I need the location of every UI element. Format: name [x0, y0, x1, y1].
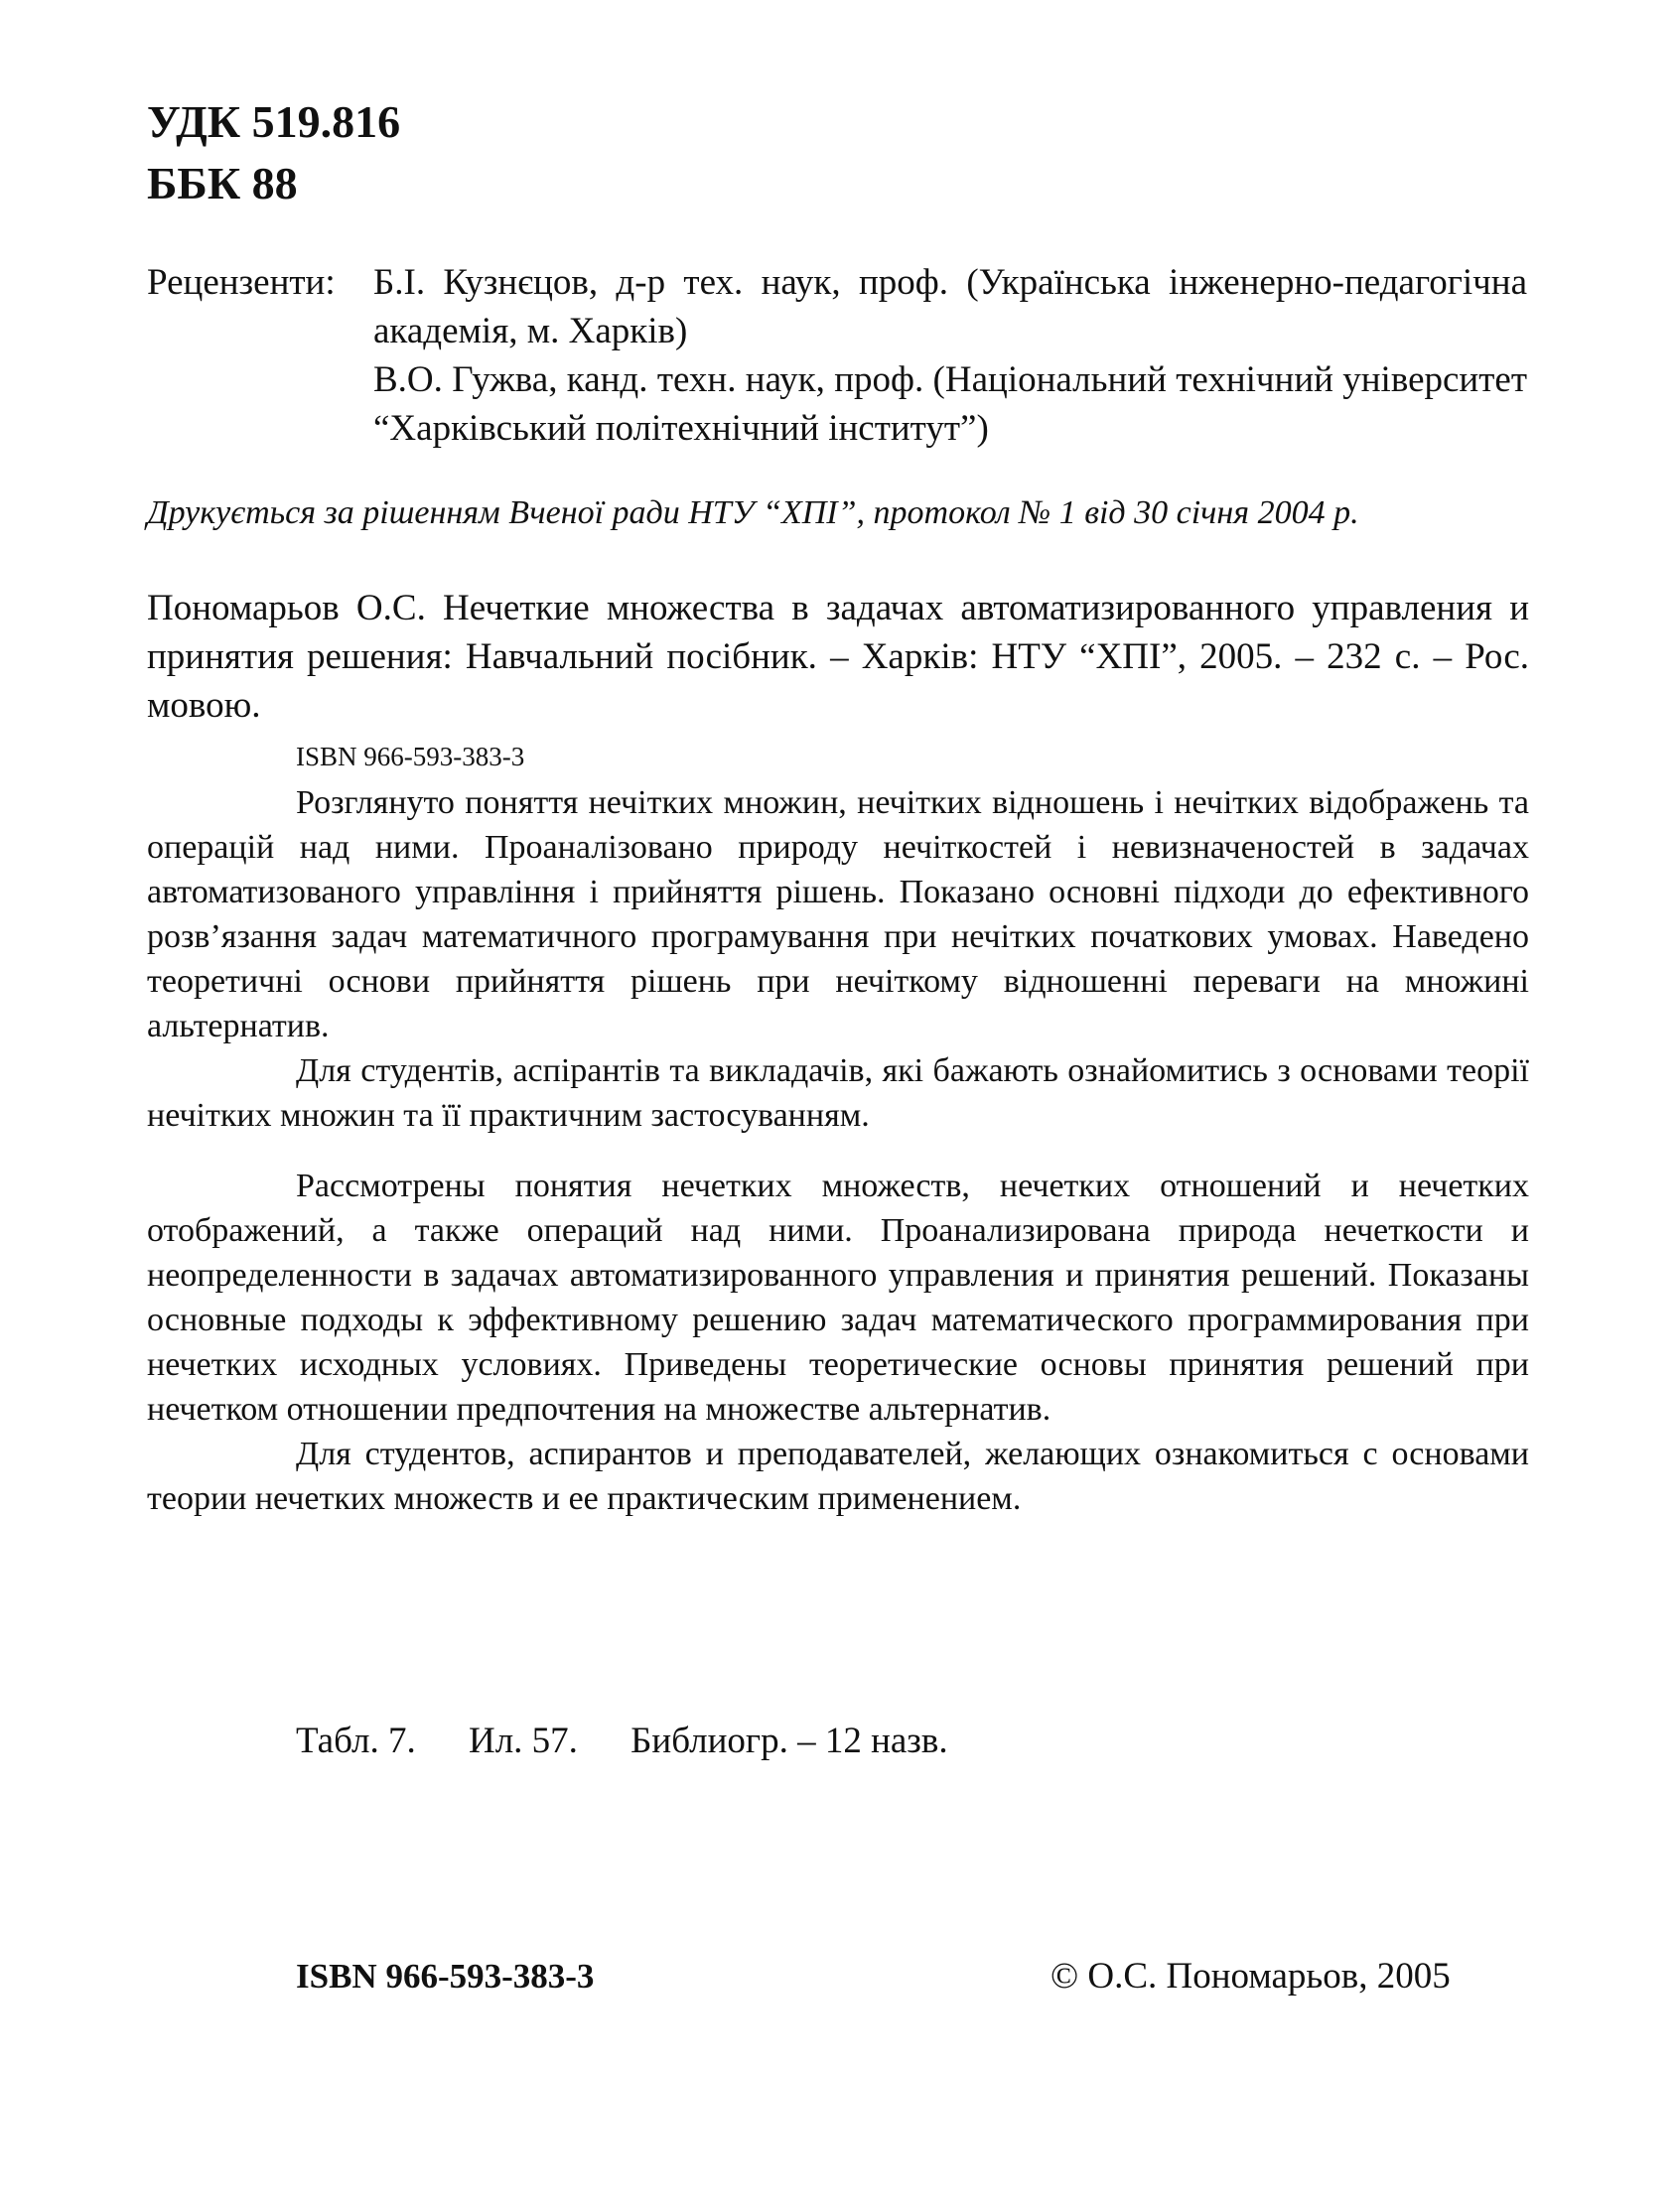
abstract-paragraph: Розглянуто поняття нечітких множин, нечітких відношень і нечітких відображень та операцій над ними. Проаналізовано природу нечіткостей і невизначеностей в задачах автоматизованого управління і прийняття рішень. Показано основні підходи до ефективного розв’язання задач математичного програмування при нечітких початкових умовах. Наведено теоретичні основи прийняття рішень при нечіткому відношенні переваги на множині альтернатив. — [147, 784, 1529, 1044]
publication-approval: Друкується за рішенням Вченої ради НТУ “ХПІ”, протокол № 1 від 30 січня 2004 р. — [147, 494, 1359, 531]
isbn-footer: ISBN 966-593-383-3 — [296, 1957, 595, 1996]
tables-count: Табл. 7. — [296, 1721, 416, 1761]
isbn-line: ISBN 966-593-383-3 — [296, 742, 525, 771]
audience-paragraph: Для студентів, аспірантів та викладачів, які бажають ознайомитись з основами теорії нечітких множин та її практичним застосуванням. — [147, 1052, 1529, 1134]
classification-block — [147, 91, 400, 214]
reviewer-entry: Б.І. Кузнєцов, д-р тех. наук, проф. (Українська інженерно-педагогічна академія, м. Харків) — [373, 262, 1527, 351]
reviewers-label: Рецензенти: — [147, 262, 336, 303]
bibliography-count: Библиогр. – 12 назв. — [630, 1721, 948, 1761]
reviewers-block — [147, 258, 1527, 453]
copyright-notice: © О.С. Пономарьов, 2005 — [1050, 1956, 1451, 1997]
illustrations-count: Ил. 57. — [468, 1721, 578, 1761]
abstract-paragraph: Рассмотрены понятия нечетких множеств, нечетких отношений и нечетких отображений, а также операций над ними. Проанализирована природа нечеткости и неопределенности в задачах автоматизированного управления и принятия решений. Показаны основные подходы к эффективному решению задач математического программирования при нечетких исходных условиях. Приведены теоретические основы принятия решений при нечетком отношении предпочтения на множестве альтернатив. — [147, 1168, 1529, 1428]
bbk-code: ББК 88 — [147, 158, 298, 208]
reviewer-entry: В.О. Гужва, канд. техн. наук, проф. (Національний технічний університет “Харківський політехнічний інститут”) — [373, 359, 1527, 449]
book-stats — [296, 1718, 992, 1765]
audience-paragraph: Для студентов, аспирантов и преподавателей, желающих ознакомиться с основами теории нечетких множеств и ее практическим применением. — [147, 1436, 1529, 1517]
abstract-russian — [147, 1164, 1529, 1521]
bibliographic-record: Пономарьов О.С. Нечеткие множества в задачах автоматизированного управления и принятия решения: Навчальний посібник. – Харків: НТУ “ХПІ”, 2005. – 232 с. – Рос. мовою. — [147, 588, 1529, 726]
udk-code: УДК 519.816 — [147, 96, 401, 147]
abstract-ukrainian — [147, 780, 1529, 1138]
